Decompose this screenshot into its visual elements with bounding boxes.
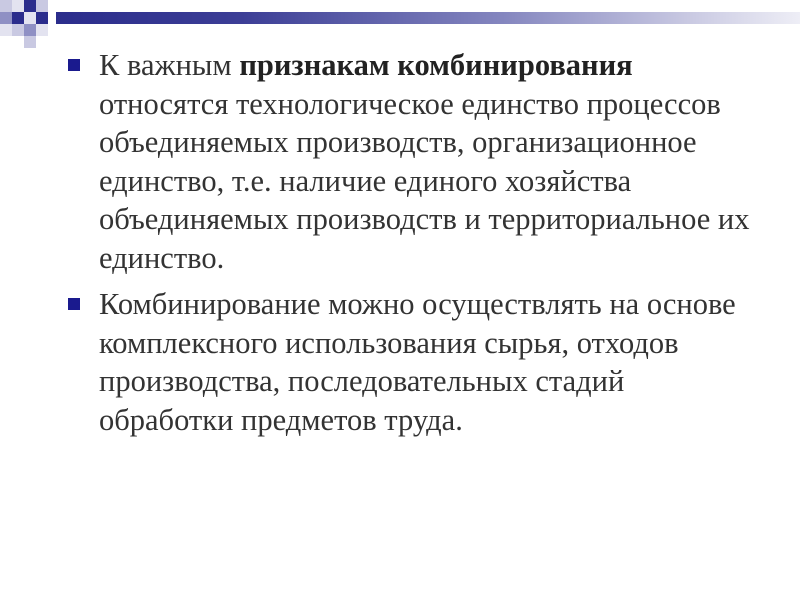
decor-square xyxy=(24,36,36,48)
decor-square xyxy=(0,12,12,24)
decor-square xyxy=(12,12,24,24)
bullet-item xyxy=(66,46,766,277)
decor-square xyxy=(12,0,24,12)
decor-square xyxy=(24,24,36,36)
bullet-text-prefix: К важным xyxy=(99,48,240,82)
slide-content xyxy=(66,46,766,447)
decor-square xyxy=(0,24,12,36)
decor-square xyxy=(0,0,12,12)
header-gradient-bar xyxy=(56,12,800,24)
bullet-text: Комбинирование можно осуществлять на основе комплексного использования сырья, отходов производства, последовательных стадий обработки предметов труда. xyxy=(99,287,736,437)
square-bullet-icon xyxy=(68,59,80,71)
bullet-text-rest: относятся технологическое единство процессов объединяемых производств, организационное единство, т.е. наличие единого хозяйства объединяемых производств и территориальное их единство. xyxy=(99,86,750,275)
decor-square xyxy=(24,12,36,24)
bullet-text-emphasis: признакам комбинирования xyxy=(239,48,633,82)
decor-square xyxy=(36,0,48,12)
bullet-item xyxy=(66,285,766,439)
decor-square xyxy=(36,24,48,36)
header-decoration xyxy=(0,0,800,48)
square-bullet-icon xyxy=(68,298,80,310)
decor-square xyxy=(36,12,48,24)
decor-square xyxy=(24,0,36,12)
decor-square xyxy=(12,24,24,36)
